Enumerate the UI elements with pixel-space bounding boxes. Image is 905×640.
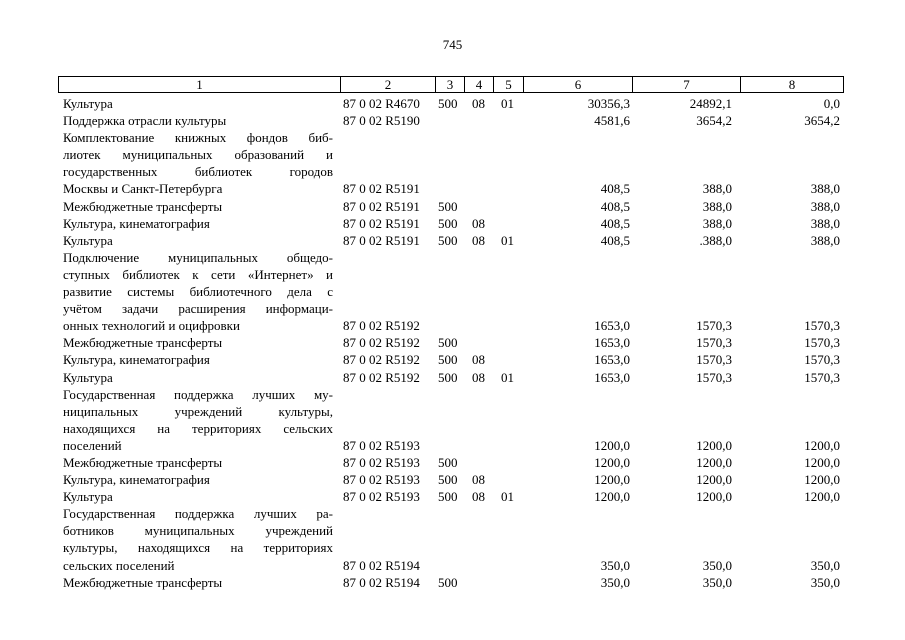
row-value-6: 408,5 xyxy=(600,215,630,231)
row-pr: 01 xyxy=(501,369,514,385)
row-value-6: 1200,0 xyxy=(594,437,630,453)
row-vr: 500 xyxy=(438,215,458,231)
row-value-8: 350,0 xyxy=(810,557,840,573)
row-code: 87 0 02 R5192 xyxy=(343,352,420,368)
row-value-8: 1200,0 xyxy=(804,437,840,453)
row-rz: 08 xyxy=(472,472,485,488)
table-header xyxy=(58,76,844,93)
row-value-8: 0,0 xyxy=(823,96,840,111)
row-name: Культура xyxy=(63,489,113,505)
header-col-7: 7 xyxy=(633,77,741,92)
row-value-6: 408,5 xyxy=(600,181,630,197)
row-value-7: 1200,0 xyxy=(696,454,732,470)
row-vr: 500 xyxy=(438,96,458,111)
row-value-6: 1653,0 xyxy=(594,369,630,385)
row-name: развитие системы библиотечного дела с xyxy=(63,284,333,300)
row-value-8: 350,0 xyxy=(810,574,840,590)
row-code: 87 0 02 R5191 xyxy=(343,215,420,231)
row-name: Культура xyxy=(63,369,113,385)
row-vr: 500 xyxy=(438,198,458,214)
row-name: Москвы и Санкт-Петербурга xyxy=(63,181,223,197)
row-vr: 500 xyxy=(438,574,458,590)
row-rz: 08 xyxy=(472,352,485,368)
row-code: 87 0 02 R5190 xyxy=(343,113,420,129)
row-value-7: 1570,3 xyxy=(696,318,732,334)
row-vr: 500 xyxy=(438,335,458,351)
page-number: 745 xyxy=(442,37,463,52)
row-name: Межбюджетные трансферты xyxy=(63,335,223,351)
row-rz: 08 xyxy=(472,215,485,231)
row-value-7: 388,0 xyxy=(702,215,732,231)
row-name: государственных библиотек городов xyxy=(63,164,333,180)
row-vr: 500 xyxy=(438,472,458,488)
row-value-6: 1653,0 xyxy=(594,335,630,351)
row-value-8: 388,0 xyxy=(810,215,840,231)
row-name: Культура, кинематография xyxy=(63,472,210,488)
row-name: сельских поселений xyxy=(63,557,175,573)
row-value-6: 4581,6 xyxy=(594,113,630,129)
row-value-8: 1570,3 xyxy=(804,335,840,351)
row-code: 87 0 02 R5191 xyxy=(343,232,420,248)
row-code: 87 0 02 R5194 xyxy=(343,557,420,573)
row-name: онных технологий и оцифровки xyxy=(63,318,240,334)
row-value-6: 30356,3 xyxy=(587,96,630,111)
row-value-7: 388,0 xyxy=(702,198,732,214)
row-vr: 500 xyxy=(438,489,458,505)
row-value-6: 1200,0 xyxy=(594,454,630,470)
row-name: ступных библиотек к сети «Интернет» и xyxy=(63,266,333,282)
row-name: Культура xyxy=(63,96,113,111)
row-value-7: 350,0 xyxy=(702,574,732,590)
row-name: Государственная поддержка лучших ра- xyxy=(63,506,333,522)
row-rz: 08 xyxy=(472,96,485,111)
header-col-6: 6 xyxy=(524,77,633,92)
row-name: Культура, кинематография xyxy=(63,215,210,231)
row-value-6: 408,5 xyxy=(600,198,630,214)
row-name: Комплектование книжных фондов биб- xyxy=(63,130,333,146)
row-value-8: 3654,2 xyxy=(804,113,840,129)
row-name: находящихся на территориях сельских xyxy=(63,420,333,436)
row-code: 87 0 02 R5193 xyxy=(343,454,420,470)
row-value-6: 1200,0 xyxy=(594,472,630,488)
row-value-7: 1570,3 xyxy=(696,335,732,351)
row-name: Государственная поддержка лучших му- xyxy=(63,386,333,402)
row-vr: 500 xyxy=(438,454,458,470)
row-value-7: 24892,1 xyxy=(689,96,732,111)
row-pr: 01 xyxy=(501,96,514,111)
row-value-8: 1570,3 xyxy=(804,318,840,334)
row-value-8: 388,0 xyxy=(810,232,840,248)
row-name: Культура xyxy=(63,232,113,248)
row-pr: 01 xyxy=(501,232,514,248)
row-value-7: .388,0 xyxy=(699,232,732,248)
row-code: 87 0 02 R5192 xyxy=(343,369,420,385)
header-col-1: 1 xyxy=(59,77,341,92)
row-value-6: 1653,0 xyxy=(594,352,630,368)
row-value-8: 388,0 xyxy=(810,198,840,214)
row-code: 87 0 02 R5191 xyxy=(343,181,420,197)
row-name: Межбюджетные трансферты xyxy=(63,198,223,214)
row-name: поселений xyxy=(63,437,122,453)
row-name: ниципальных учреждений культуры, xyxy=(63,403,333,419)
row-rz: 08 xyxy=(472,232,485,248)
row-value-6: 1653,0 xyxy=(594,318,630,334)
row-name: Межбюджетные трансферты xyxy=(63,454,223,470)
row-code: 87 0 02 R5191 xyxy=(343,198,420,214)
row-code: 87 0 02 R5193 xyxy=(343,437,420,453)
row-value-7: 350,0 xyxy=(702,557,732,573)
row-pr: 01 xyxy=(501,489,514,505)
row-name: лиотек муниципальных образований и xyxy=(63,147,333,163)
row-value-8: 1200,0 xyxy=(804,472,840,488)
row-rz: 08 xyxy=(472,489,485,505)
row-code: 87 0 02 R5194 xyxy=(343,574,420,590)
row-value-7: 388,0 xyxy=(702,181,732,197)
row-value-7: 1570,3 xyxy=(696,369,732,385)
row-value-8: 1200,0 xyxy=(804,489,840,505)
row-vr: 500 xyxy=(438,232,458,248)
row-code: 87 0 02 R5193 xyxy=(343,489,420,505)
row-code: 87 0 02 R5192 xyxy=(343,318,420,334)
row-rz: 08 xyxy=(472,369,485,385)
row-value-7: 1200,0 xyxy=(696,489,732,505)
row-value-8: 1570,3 xyxy=(804,369,840,385)
row-code: 87 0 02 R5193 xyxy=(343,472,420,488)
row-name: культуры, находящихся на территориях xyxy=(63,540,333,556)
row-value-8: 1200,0 xyxy=(804,454,840,470)
header-col-5: 5 xyxy=(494,77,524,92)
header-col-2: 2 xyxy=(341,77,436,92)
row-vr: 500 xyxy=(438,352,458,368)
row-value-6: 350,0 xyxy=(600,557,630,573)
header-col-3: 3 xyxy=(436,77,465,92)
row-name: Подключение муниципальных общедо- xyxy=(63,249,333,265)
row-value-7: 1200,0 xyxy=(696,472,732,488)
row-value-7: 1570,3 xyxy=(696,352,732,368)
row-name: ботников муниципальных учреждений xyxy=(63,523,333,539)
row-code: 87 0 02 R4670 xyxy=(343,96,420,111)
row-value-8: 1570,3 xyxy=(804,352,840,368)
row-value-6: 408,5 xyxy=(600,232,630,248)
row-code: 87 0 02 R5192 xyxy=(343,335,420,351)
header-col-4: 4 xyxy=(465,77,494,92)
row-name: Культура, кинематография xyxy=(63,352,210,368)
row-value-8: 388,0 xyxy=(810,181,840,197)
row-name: учётом задачи расширения информаци- xyxy=(63,301,333,317)
row-name: Межбюджетные трансферты xyxy=(63,574,223,590)
row-value-7: 1200,0 xyxy=(696,437,732,453)
row-name: Поддержка отрасли культуры xyxy=(63,113,227,129)
row-value-6: 350,0 xyxy=(600,574,630,590)
header-col-8: 8 xyxy=(788,77,796,92)
row-value-7: 3654,2 xyxy=(696,113,732,129)
row-value-6: 1200,0 xyxy=(594,489,630,505)
row-vr: 500 xyxy=(438,369,458,385)
